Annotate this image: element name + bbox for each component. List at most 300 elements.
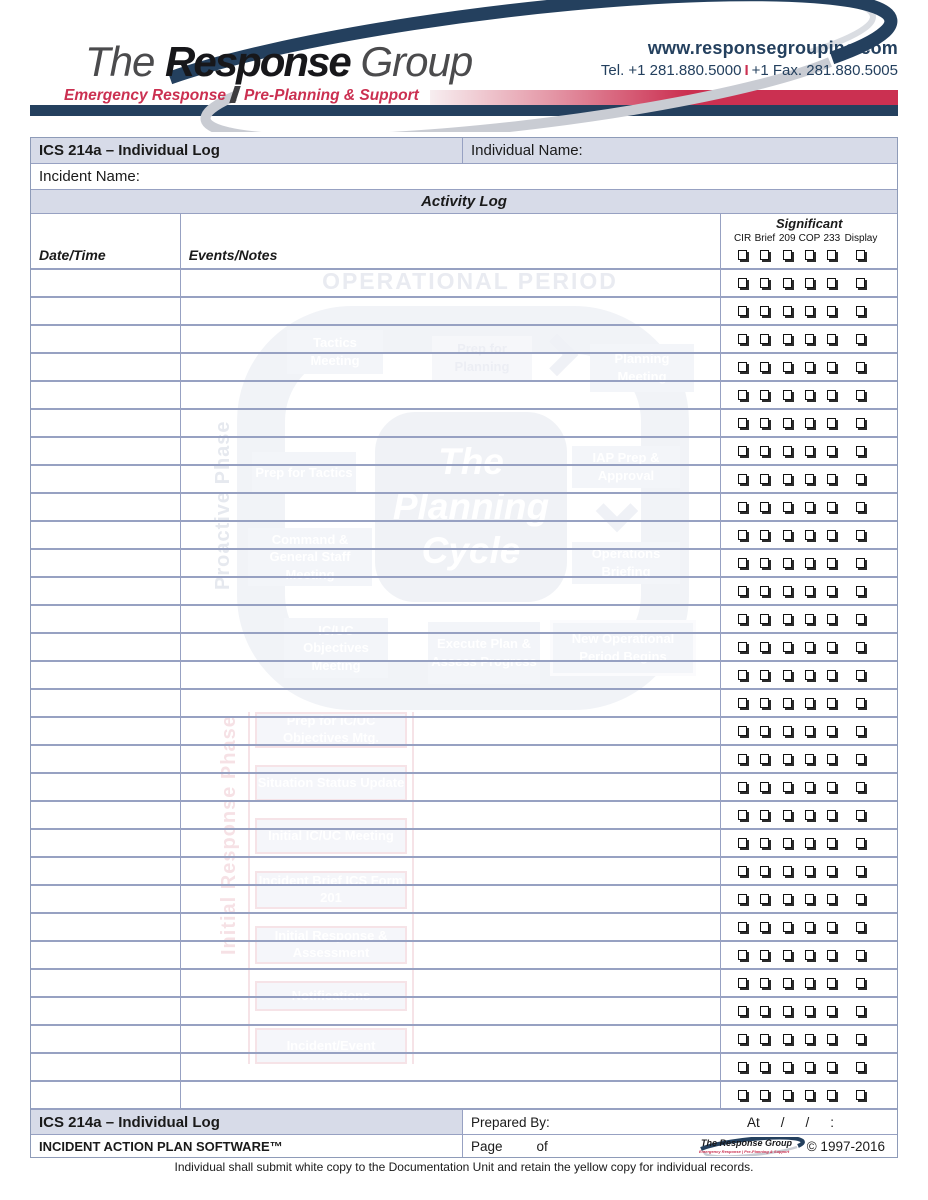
events-notes-cell[interactable]: [181, 578, 722, 604]
233-checkbox[interactable]: [827, 670, 836, 680]
233-checkbox[interactable]: [827, 586, 836, 596]
cop-checkbox[interactable]: [805, 474, 814, 484]
209-checkbox[interactable]: [783, 866, 792, 876]
209-checkbox[interactable]: [783, 838, 792, 848]
cop-checkbox[interactable]: [805, 670, 814, 680]
brief-checkbox[interactable]: [760, 978, 769, 988]
brief-checkbox[interactable]: [760, 530, 769, 540]
significant-cell: [721, 1082, 897, 1108]
209-checkbox[interactable]: [783, 1006, 792, 1016]
209-checkbox[interactable]: [783, 922, 792, 932]
significant-cell: [721, 998, 897, 1024]
cir-checkbox[interactable]: [738, 250, 747, 260]
cir-checkbox[interactable]: [738, 978, 747, 988]
cir-checkbox[interactable]: [738, 446, 747, 456]
watermark-box-notifications: Notifications: [255, 981, 407, 1011]
watermark-box-incident-brief-201: Incident Brief ICS Form 201: [255, 871, 407, 909]
label-brief: Brief: [754, 233, 776, 244]
209-checkbox[interactable]: [783, 278, 792, 288]
209-checkbox[interactable]: [783, 418, 792, 428]
events-notes-cell[interactable]: [181, 858, 722, 884]
cir-checkbox[interactable]: [738, 558, 747, 568]
cop-checkbox[interactable]: [805, 1034, 814, 1044]
209-checkbox[interactable]: [783, 558, 792, 568]
significant-cell: [721, 522, 897, 548]
209-checkbox[interactable]: [783, 306, 792, 316]
events-notes-cell[interactable]: [181, 942, 722, 968]
cop-checkbox[interactable]: [805, 726, 814, 736]
date-time-cell[interactable]: [31, 326, 181, 352]
events-notes-cell[interactable]: [181, 970, 722, 996]
events-notes-cell[interactable]: [181, 1026, 722, 1052]
display-checkbox[interactable]: [856, 334, 865, 344]
display-checkbox[interactable]: [856, 978, 865, 988]
activity-log-row: [31, 604, 897, 632]
incident-name-cell: [31, 164, 897, 189]
activity-log-row: [31, 856, 897, 884]
display-checkbox[interactable]: [856, 1062, 865, 1072]
cir-checkbox[interactable]: [738, 474, 747, 484]
cop-checkbox[interactable]: [805, 362, 814, 372]
date-time-cell[interactable]: [31, 1054, 181, 1080]
form-title: ICS 214a – Individual Log: [31, 138, 463, 163]
display-checkbox[interactable]: [856, 502, 865, 512]
date-time-cell[interactable]: [31, 354, 181, 380]
233-checkbox[interactable]: [827, 390, 836, 400]
date-time-cell[interactable]: [31, 1082, 181, 1108]
significant-cell: [721, 606, 897, 632]
date-time-cell[interactable]: [31, 970, 181, 996]
233-checkbox[interactable]: [827, 446, 836, 456]
209-checkbox[interactable]: [783, 250, 792, 260]
label-cop: COP: [798, 233, 821, 244]
233-checkbox[interactable]: [827, 1090, 836, 1100]
209-checkbox[interactable]: [783, 1034, 792, 1044]
209-checkbox[interactable]: [783, 754, 792, 764]
events-notes-cell[interactable]: [181, 1082, 722, 1108]
cop-checkbox[interactable]: [805, 838, 814, 848]
display-checkbox[interactable]: [856, 586, 865, 596]
display-checkbox[interactable]: [856, 894, 865, 904]
date-time-cell[interactable]: [31, 690, 181, 716]
cop-checkbox[interactable]: [805, 978, 814, 988]
display-checkbox[interactable]: [856, 278, 865, 288]
233-checkbox[interactable]: [827, 250, 836, 260]
cir-checkbox[interactable]: [738, 922, 747, 932]
activity-log-row: [31, 464, 897, 492]
display-checkbox[interactable]: [856, 670, 865, 680]
brief-checkbox[interactable]: [760, 418, 769, 428]
cop-checkbox[interactable]: [805, 1006, 814, 1016]
brief-checkbox[interactable]: [760, 474, 769, 484]
significant-cell: [721, 550, 897, 576]
events-notes-cell[interactable]: [181, 270, 722, 296]
events-notes-cell[interactable]: [181, 606, 722, 632]
significant-cell: [721, 662, 897, 688]
events-notes-cell[interactable]: [181, 662, 722, 688]
activity-log-row: [31, 744, 897, 772]
cop-checkbox[interactable]: [805, 950, 814, 960]
date-time-cell[interactable]: [31, 998, 181, 1024]
watermark-box-operations-briefing: Operations Briefing: [572, 542, 680, 584]
display-checkbox[interactable]: [856, 726, 865, 736]
209-checkbox[interactable]: [783, 334, 792, 344]
activity-log-row: [31, 268, 897, 296]
cop-checkbox[interactable]: [805, 250, 814, 260]
activity-log-row: [31, 940, 897, 968]
date-time-cell[interactable]: [31, 830, 181, 856]
display-checkbox[interactable]: [856, 950, 865, 960]
brief-checkbox[interactable]: [760, 698, 769, 708]
cop-checkbox[interactable]: [805, 278, 814, 288]
display-checkbox[interactable]: [856, 866, 865, 876]
events-notes-cell[interactable]: [181, 718, 722, 744]
cir-checkbox[interactable]: [738, 586, 747, 596]
209-checkbox[interactable]: [783, 642, 792, 652]
events-notes-cell[interactable]: [181, 298, 722, 324]
233-checkbox[interactable]: [827, 726, 836, 736]
time-colon: :: [830, 1114, 834, 1130]
activity-log-row: [31, 996, 897, 1024]
display-checkbox[interactable]: [856, 922, 865, 932]
date-time-cell[interactable]: [31, 634, 181, 660]
watermark-proactive-phase-label: Proactive Phase: [212, 420, 234, 590]
display-checkbox[interactable]: [856, 362, 865, 372]
brief-checkbox[interactable]: [760, 614, 769, 624]
cir-checkbox[interactable]: [738, 1062, 747, 1072]
date-time-cell[interactable]: [31, 718, 181, 744]
date-time-cell[interactable]: [31, 942, 181, 968]
brief-checkbox[interactable]: [760, 838, 769, 848]
events-notes-cell[interactable]: [181, 914, 722, 940]
233-checkbox[interactable]: [827, 558, 836, 568]
significant-cell: [721, 774, 897, 800]
watermark-box-iap-prep-approval: IAP Prep & Approval: [572, 446, 680, 488]
cop-checkbox[interactable]: [805, 558, 814, 568]
significant-cell: [721, 382, 897, 408]
brief-checkbox[interactable]: [760, 1006, 769, 1016]
233-checkbox[interactable]: [827, 922, 836, 932]
events-notes-cell[interactable]: [181, 410, 722, 436]
events-notes-cell[interactable]: [181, 830, 722, 856]
233-checkbox[interactable]: [827, 894, 836, 904]
brief-checkbox[interactable]: [760, 810, 769, 820]
209-checkbox[interactable]: [783, 726, 792, 736]
brief-checkbox[interactable]: [760, 502, 769, 512]
cir-checkbox[interactable]: [738, 838, 747, 848]
cir-checkbox[interactable]: [738, 894, 747, 904]
cop-checkbox[interactable]: [805, 866, 814, 876]
233-checkbox[interactable]: [827, 866, 836, 876]
events-notes-cell[interactable]: [181, 326, 722, 352]
cir-checkbox[interactable]: [738, 670, 747, 680]
events-notes-cell[interactable]: [181, 746, 722, 772]
209-checkbox[interactable]: [783, 670, 792, 680]
cir-checkbox[interactable]: [738, 418, 747, 428]
brief-checkbox[interactable]: [760, 754, 769, 764]
date-time-cell[interactable]: [31, 410, 181, 436]
display-checkbox[interactable]: [856, 446, 865, 456]
brief-checkbox[interactable]: [760, 306, 769, 316]
display-checkbox[interactable]: [856, 306, 865, 316]
233-checkbox[interactable]: [827, 754, 836, 764]
cir-checkbox[interactable]: [738, 726, 747, 736]
tagline-divider-bar: [229, 86, 241, 103]
209-checkbox[interactable]: [783, 1090, 792, 1100]
copyright-text: © 1997-2016: [806, 1138, 885, 1154]
brief-checkbox[interactable]: [760, 922, 769, 932]
brief-checkbox[interactable]: [760, 250, 769, 260]
website-link[interactable]: www.responsegroupinc.com: [647, 38, 898, 58]
233-checkbox[interactable]: [827, 810, 836, 820]
209-checkbox[interactable]: [783, 1062, 792, 1072]
cir-checkbox[interactable]: [738, 306, 747, 316]
date-time-cell[interactable]: [31, 746, 181, 772]
233-checkbox[interactable]: [827, 334, 836, 344]
date-time-cell[interactable]: [31, 802, 181, 828]
display-checkbox[interactable]: [856, 810, 865, 820]
233-checkbox[interactable]: [827, 698, 836, 708]
209-checkbox[interactable]: [783, 446, 792, 456]
prepared-by-label: Prepared By:: [471, 1114, 550, 1130]
date-time-cell[interactable]: [31, 550, 181, 576]
events-notes-cell[interactable]: [181, 438, 722, 464]
cir-checkbox[interactable]: [738, 334, 747, 344]
cop-checkbox[interactable]: [805, 502, 814, 512]
cop-checkbox[interactable]: [805, 1090, 814, 1100]
display-checkbox[interactable]: [856, 1090, 865, 1100]
activity-log-row: [31, 520, 897, 548]
events-notes-cell[interactable]: [181, 494, 722, 520]
logo-word-response: Response: [165, 38, 350, 85]
events-notes-cell[interactable]: [181, 634, 722, 660]
233-checkbox[interactable]: [827, 838, 836, 848]
brief-checkbox[interactable]: [760, 362, 769, 372]
cir-checkbox[interactable]: [738, 1034, 747, 1044]
distribution-note: Individual shall submit white copy to the Documentation Unit and retain the yellow copy for individual records.: [174, 1160, 754, 1174]
cir-checkbox[interactable]: [738, 1006, 747, 1016]
cop-checkbox[interactable]: [805, 894, 814, 904]
display-checkbox[interactable]: [856, 1034, 865, 1044]
cop-checkbox[interactable]: [805, 754, 814, 764]
events-notes-cell[interactable]: [181, 774, 722, 800]
233-checkbox[interactable]: [827, 782, 836, 792]
brief-checkbox[interactable]: [760, 390, 769, 400]
cir-checkbox[interactable]: [738, 642, 747, 652]
significant-cell: [721, 886, 897, 912]
at-date-time-group: [747, 1115, 834, 1130]
display-checkbox[interactable]: [856, 530, 865, 540]
prepared-by-cell: [463, 1110, 897, 1134]
233-checkbox[interactable]: [827, 950, 836, 960]
events-notes-cell[interactable]: [181, 690, 722, 716]
cop-checkbox[interactable]: [805, 334, 814, 344]
events-notes-cell[interactable]: [181, 354, 722, 380]
at-label: At: [746, 1114, 760, 1130]
date-time-cell[interactable]: [31, 606, 181, 632]
209-checkbox[interactable]: [783, 698, 792, 708]
209-checkbox[interactable]: [783, 810, 792, 820]
cop-checkbox[interactable]: [805, 446, 814, 456]
date-time-cell[interactable]: [31, 522, 181, 548]
cir-checkbox[interactable]: [738, 754, 747, 764]
significant-title: Significant: [775, 216, 843, 231]
cir-checkbox[interactable]: [738, 698, 747, 708]
date-time-cell[interactable]: [31, 298, 181, 324]
display-checkbox[interactable]: [856, 390, 865, 400]
brief-checkbox[interactable]: [760, 1034, 769, 1044]
significant-cell: [721, 270, 897, 296]
233-checkbox[interactable]: [827, 642, 836, 652]
watermark-box-planning-meeting: Planning Meeting: [590, 344, 694, 392]
233-checkbox[interactable]: [827, 1006, 836, 1016]
cir-checkbox[interactable]: [738, 810, 747, 820]
cop-checkbox[interactable]: [805, 586, 814, 596]
date-time-cell[interactable]: [31, 662, 181, 688]
date-time-cell[interactable]: [31, 438, 181, 464]
cir-checkbox[interactable]: [738, 278, 747, 288]
209-checkbox[interactable]: [783, 530, 792, 540]
events-notes-cell[interactable]: [181, 886, 722, 912]
cir-checkbox[interactable]: [738, 782, 747, 792]
footer-logo-text: The Response Group: [701, 1137, 793, 1148]
brief-checkbox[interactable]: [760, 950, 769, 960]
233-checkbox[interactable]: [827, 362, 836, 372]
brief-checkbox[interactable]: [760, 446, 769, 456]
display-checkbox[interactable]: [856, 614, 865, 624]
cir-checkbox[interactable]: [738, 950, 747, 960]
233-checkbox[interactable]: [827, 1062, 836, 1072]
events-notes-cell[interactable]: [181, 522, 722, 548]
display-checkbox[interactable]: [856, 1006, 865, 1016]
date-time-cell[interactable]: [31, 578, 181, 604]
date-time-cell[interactable]: [31, 270, 181, 296]
cop-checkbox[interactable]: [805, 698, 814, 708]
date-time-cell[interactable]: [31, 494, 181, 520]
233-checkbox[interactable]: [827, 614, 836, 624]
individual-name-label: Individual Name:: [471, 142, 583, 159]
brief-checkbox[interactable]: [760, 642, 769, 652]
brief-checkbox[interactable]: [760, 726, 769, 736]
watermark-box-situation-status-update: Situation Status Update: [255, 765, 407, 801]
cop-checkbox[interactable]: [805, 642, 814, 652]
cop-checkbox[interactable]: [805, 418, 814, 428]
209-checkbox[interactable]: [783, 362, 792, 372]
cir-checkbox[interactable]: [738, 390, 747, 400]
events-notes-cell[interactable]: [181, 550, 722, 576]
significant-cell: [721, 830, 897, 856]
cop-checkbox[interactable]: [805, 782, 814, 792]
brief-checkbox[interactable]: [760, 866, 769, 876]
display-checkbox[interactable]: [856, 642, 865, 652]
233-checkbox[interactable]: [827, 306, 836, 316]
cop-checkbox[interactable]: [805, 306, 814, 316]
display-checkbox[interactable]: [856, 698, 865, 708]
activity-log-row: [31, 968, 897, 996]
233-checkbox[interactable]: [827, 278, 836, 288]
233-checkbox[interactable]: [827, 978, 836, 988]
brief-checkbox[interactable]: [760, 782, 769, 792]
brief-checkbox[interactable]: [760, 670, 769, 680]
date-time-cell[interactable]: [31, 858, 181, 884]
display-checkbox[interactable]: [856, 754, 865, 764]
233-checkbox[interactable]: [827, 1034, 836, 1044]
cop-checkbox[interactable]: [805, 922, 814, 932]
date-time-cell[interactable]: [31, 774, 181, 800]
software-label: INCIDENT ACTION PLAN SOFTWARE™: [31, 1135, 463, 1157]
date-time-cell[interactable]: [31, 466, 181, 492]
date-time-cell[interactable]: [31, 914, 181, 940]
brief-checkbox[interactable]: [760, 334, 769, 344]
209-checkbox[interactable]: [783, 614, 792, 624]
activity-log-row: [31, 1052, 897, 1080]
activity-log-row: [31, 352, 897, 380]
events-notes-cell[interactable]: [181, 466, 722, 492]
brief-checkbox[interactable]: [760, 558, 769, 568]
209-checkbox[interactable]: [783, 474, 792, 484]
cir-checkbox[interactable]: [738, 362, 747, 372]
display-checkbox[interactable]: [856, 782, 865, 792]
233-checkbox[interactable]: [827, 502, 836, 512]
209-checkbox[interactable]: [783, 950, 792, 960]
209-checkbox[interactable]: [783, 390, 792, 400]
events-notes-cell[interactable]: [181, 382, 722, 408]
display-checkbox[interactable]: [856, 418, 865, 428]
233-checkbox[interactable]: [827, 418, 836, 428]
display-checkbox[interactable]: [856, 838, 865, 848]
significant-cell: [721, 466, 897, 492]
brief-checkbox[interactable]: [760, 1062, 769, 1072]
cir-checkbox[interactable]: [738, 866, 747, 876]
209-checkbox[interactable]: [783, 978, 792, 988]
cop-checkbox[interactable]: [805, 390, 814, 400]
brief-checkbox[interactable]: [760, 1090, 769, 1100]
date-time-cell[interactable]: [31, 886, 181, 912]
cir-checkbox[interactable]: [738, 1090, 747, 1100]
display-checkbox[interactable]: [856, 474, 865, 484]
significant-cell: [721, 634, 897, 660]
significant-subcolumn-labels: [721, 233, 897, 244]
brief-checkbox[interactable]: [760, 278, 769, 288]
cop-checkbox[interactable]: [805, 810, 814, 820]
date-time-cell[interactable]: [31, 382, 181, 408]
events-notes-cell[interactable]: [181, 1054, 722, 1080]
cir-checkbox[interactable]: [738, 502, 747, 512]
cop-checkbox[interactable]: [805, 530, 814, 540]
display-checkbox[interactable]: [856, 558, 865, 568]
cop-checkbox[interactable]: [805, 614, 814, 624]
brief-checkbox[interactable]: [760, 894, 769, 904]
footer-logo-tagline: Emergency Response | Pre-Planning & Support: [699, 1148, 790, 1154]
brief-checkbox[interactable]: [760, 586, 769, 596]
cop-checkbox[interactable]: [805, 1062, 814, 1072]
events-notes-cell[interactable]: [181, 998, 722, 1024]
watermark-initial-response-phase-label: Initial Response Phase: [218, 715, 240, 955]
233-checkbox[interactable]: [827, 474, 836, 484]
watermark-box-new-operational-period: New Operational Period Begins: [550, 620, 696, 676]
233-checkbox[interactable]: [827, 530, 836, 540]
events-notes-cell[interactable]: [181, 802, 722, 828]
209-checkbox[interactable]: [783, 586, 792, 596]
209-checkbox[interactable]: [783, 502, 792, 512]
209-checkbox[interactable]: [783, 894, 792, 904]
display-checkbox[interactable]: [856, 250, 865, 260]
cir-checkbox[interactable]: [738, 614, 747, 624]
209-checkbox[interactable]: [783, 782, 792, 792]
date-time-cell[interactable]: [31, 1026, 181, 1052]
cir-checkbox[interactable]: [738, 530, 747, 540]
significant-cell: [721, 970, 897, 996]
